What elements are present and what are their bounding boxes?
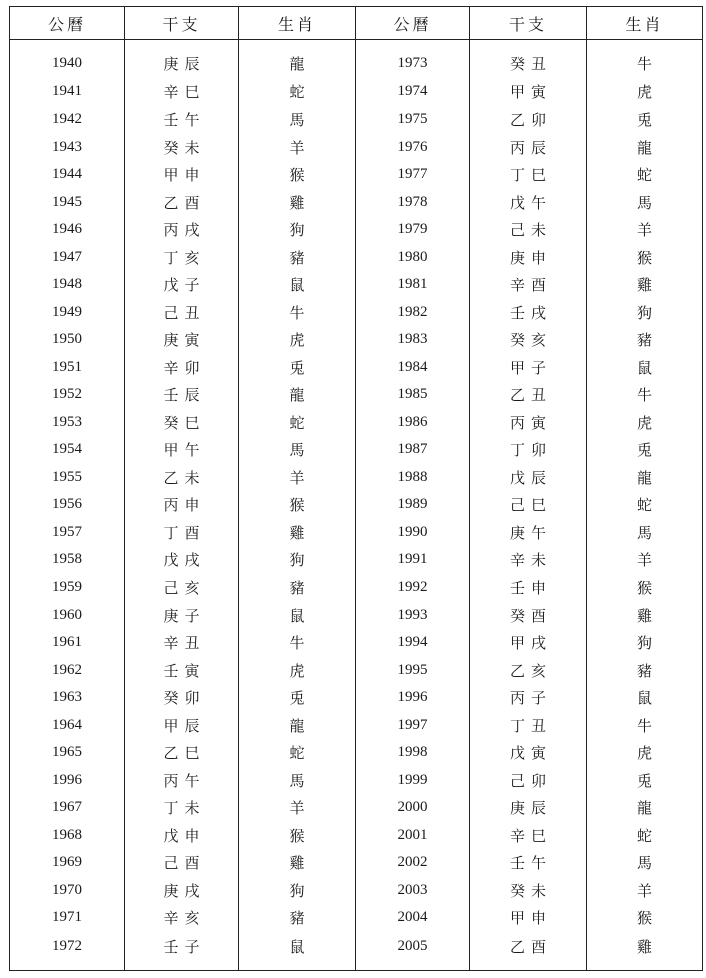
zodiac-right-cell: 兎	[636, 110, 652, 129]
zodiac-left-cell: 蛇	[239, 409, 356, 437]
ganzhi-left-cell: 丙午	[125, 766, 239, 794]
ganzhi-right-cell: 戊午	[470, 188, 587, 216]
zodiac-left-cell: 羊	[239, 133, 356, 161]
zodiac-left-cell: 鼠	[239, 601, 356, 629]
zodiac-right-cell: 雞	[636, 606, 652, 625]
table-row	[10, 298, 703, 326]
table-row	[10, 326, 703, 354]
table-row	[10, 353, 703, 381]
year-left-cell: 1944	[10, 161, 125, 189]
year-right-cell: 1992	[356, 574, 470, 602]
zodiac-right-cell: 龍	[636, 138, 652, 157]
ganzhi-right-cell: 丁卯	[470, 436, 587, 464]
year-left-cell: 1954	[10, 436, 125, 464]
ganzhi-right-cell: 丙辰	[470, 133, 587, 161]
ganzhi-right-cell: 乙丑	[470, 381, 587, 409]
year-right-cell: 1989	[356, 491, 470, 519]
zodiac-left-cell: 豬	[239, 243, 356, 271]
zodiac-left-cell: 豬	[239, 904, 356, 932]
zodiac-left-cell: 狗	[239, 546, 356, 574]
zodiac-right-cell: 狗	[636, 303, 652, 322]
table-row	[10, 629, 703, 657]
ganzhi-left-cell: 乙未	[125, 464, 239, 492]
year-right-cell: 1990	[356, 519, 470, 547]
ganzhi-left-cell: 甲午	[125, 436, 239, 464]
year-left-cell: 1970	[10, 877, 125, 905]
year-right-cell: 1975	[356, 106, 470, 134]
year-right-cell: 1982	[356, 298, 470, 326]
ganzhi-left-cell: 丁未	[125, 794, 239, 822]
year-left-cell: 1955	[10, 464, 125, 492]
ganzhi-left-cell: 庚寅	[125, 326, 239, 354]
zodiac-left-cell: 馬	[239, 436, 356, 464]
year-right-cell: 1986	[356, 409, 470, 437]
zodiac-right-cell: 兎	[636, 771, 652, 790]
zodiac-right-cell: 豬	[636, 661, 652, 680]
table-row	[10, 464, 703, 492]
ganzhi-right-cell: 癸未	[470, 877, 587, 905]
ganzhi-left-cell: 己丑	[125, 298, 239, 326]
zodiac-left-cell: 蛇	[239, 78, 356, 106]
ganzhi-left-cell: 己酉	[125, 849, 239, 877]
ganzhi-right-cell: 甲申	[470, 904, 587, 932]
zodiac-right-cell: 蛇	[636, 166, 652, 185]
ganzhi-left-cell: 甲申	[125, 161, 239, 189]
zodiac-left-cell: 豬	[239, 574, 356, 602]
zodiac-right-cell: 龍	[636, 799, 652, 818]
ganzhi-left-cell: 戊戌	[125, 546, 239, 574]
year-left-cell: 1958	[10, 546, 125, 574]
table-row	[10, 794, 703, 822]
zodiac-left-cell: 龍	[239, 381, 356, 409]
zodiac-left-cell: 兎	[239, 353, 356, 381]
table-row	[10, 106, 703, 134]
ganzhi-left-cell: 甲辰	[125, 711, 239, 739]
zodiac-left-cell: 馬	[239, 766, 356, 794]
zodiac-year-table	[9, 6, 703, 971]
year-right-cell: 1998	[356, 739, 470, 767]
zodiac-left-cell: 雞	[239, 519, 356, 547]
ganzhi-left-cell: 辛巳	[125, 78, 239, 106]
year-left-cell: 1940	[10, 40, 125, 79]
year-right-cell: 1995	[356, 656, 470, 684]
year-right-cell: 2000	[356, 794, 470, 822]
zodiac-right-cell: 雞	[636, 938, 652, 957]
zodiac-right-cell: 豬	[636, 331, 652, 350]
year-right-cell: 2001	[356, 822, 470, 850]
year-right-cell: 1999	[356, 766, 470, 794]
table-row	[10, 822, 703, 850]
ganzhi-right-cell: 癸丑	[470, 40, 587, 79]
zodiac-right-cell: 猴	[636, 579, 652, 597]
table-row	[10, 739, 703, 767]
zodiac-right-cell: 牛	[636, 716, 652, 735]
table-row	[10, 546, 703, 574]
year-left-cell: 1996	[10, 766, 125, 794]
ganzhi-right-cell: 乙亥	[470, 656, 587, 684]
year-right-cell: 1977	[356, 161, 470, 189]
year-left-cell: 1950	[10, 326, 125, 354]
ganzhi-left-cell: 戊申	[125, 822, 239, 850]
zodiac-left-cell: 雞	[239, 188, 356, 216]
ganzhi-right-cell: 戊寅	[470, 739, 587, 767]
header-ganzhi-right: 干支	[470, 7, 587, 40]
year-right-cell: 1988	[356, 464, 470, 492]
ganzhi-right-cell: 乙酉	[470, 932, 587, 971]
year-right-cell: 1974	[356, 78, 470, 106]
ganzhi-right-cell: 丙寅	[470, 409, 587, 437]
year-right-cell: 2004	[356, 904, 470, 932]
ganzhi-right-cell: 庚午	[470, 519, 587, 547]
zodiac-right-cell: 蛇	[636, 826, 652, 845]
zodiac-right-cell: 牛	[636, 386, 652, 405]
ganzhi-right-cell: 戊辰	[470, 464, 587, 492]
ganzhi-right-cell: 丁巳	[470, 161, 587, 189]
year-left-cell: 1943	[10, 133, 125, 161]
zodiac-right-cell: 雞	[636, 276, 652, 295]
ganzhi-left-cell: 癸卯	[125, 684, 239, 712]
year-left-cell: 1960	[10, 601, 125, 629]
ganzhi-left-cell: 癸未	[125, 133, 239, 161]
ganzhi-right-cell: 己卯	[470, 766, 587, 794]
year-right-cell: 1984	[356, 353, 470, 381]
table-row	[10, 766, 703, 794]
table-row	[10, 601, 703, 629]
header-zodiac-left: 生肖	[239, 7, 356, 40]
ganzhi-left-cell: 丙戌	[125, 216, 239, 244]
ganzhi-left-cell: 丁酉	[125, 519, 239, 547]
zodiac-right-cell: 鼠	[636, 358, 652, 377]
table-header	[10, 7, 703, 40]
year-left-cell: 1972	[10, 932, 125, 971]
zodiac-right-cell: 兎	[636, 441, 652, 460]
ganzhi-right-cell: 辛酉	[470, 271, 587, 299]
ganzhi-left-cell: 庚辰	[125, 40, 239, 79]
zodiac-right-cell: 猴	[636, 248, 652, 267]
ganzhi-right-cell: 丁丑	[470, 711, 587, 739]
zodiac-left-cell: 虎	[239, 656, 356, 684]
year-left-cell: 1971	[10, 904, 125, 932]
ganzhi-left-cell: 庚子	[125, 601, 239, 629]
zodiac-year-table-container	[9, 6, 702, 971]
year-left-cell: 1948	[10, 271, 125, 299]
year-left-cell: 1959	[10, 574, 125, 602]
ganzhi-left-cell: 丙申	[125, 491, 239, 519]
year-left-cell: 1961	[10, 629, 125, 657]
table-body	[10, 40, 703, 971]
ganzhi-left-cell: 戊子	[125, 271, 239, 299]
zodiac-left-cell: 虎	[239, 326, 356, 354]
year-right-cell: 1981	[356, 271, 470, 299]
table-row	[10, 216, 703, 244]
table-row	[10, 932, 703, 971]
table-row	[10, 78, 703, 106]
year-right-cell: 1983	[356, 326, 470, 354]
table-row	[10, 877, 703, 905]
year-right-cell: 1979	[356, 216, 470, 244]
ganzhi-right-cell: 辛未	[470, 546, 587, 574]
year-left-cell: 1949	[10, 298, 125, 326]
year-right-cell: 1976	[356, 133, 470, 161]
year-left-cell: 1968	[10, 822, 125, 850]
year-left-cell: 1962	[10, 656, 125, 684]
zodiac-right-cell: 虎	[636, 744, 652, 763]
table-row	[10, 849, 703, 877]
table-row	[10, 409, 703, 437]
ganzhi-left-cell: 乙酉	[125, 188, 239, 216]
year-right-cell: 2002	[356, 849, 470, 877]
year-left-cell: 1942	[10, 106, 125, 134]
ganzhi-left-cell: 癸巳	[125, 409, 239, 437]
table-row	[10, 188, 703, 216]
year-left-cell: 1952	[10, 381, 125, 409]
table-row	[10, 656, 703, 684]
header-year-left: 公曆	[10, 7, 125, 40]
year-left-cell: 1956	[10, 491, 125, 519]
ganzhi-right-cell: 癸亥	[470, 326, 587, 354]
year-right-cell: 2005	[356, 932, 470, 971]
zodiac-right-cell: 羊	[636, 221, 652, 240]
zodiac-right-cell: 虎	[636, 413, 652, 432]
ganzhi-left-cell: 己亥	[125, 574, 239, 602]
ganzhi-right-cell: 癸酉	[470, 601, 587, 629]
year-left-cell: 1957	[10, 519, 125, 547]
year-right-cell: 2003	[356, 877, 470, 905]
year-right-cell: 1985	[356, 381, 470, 409]
table-row	[10, 491, 703, 519]
ganzhi-left-cell: 辛卯	[125, 353, 239, 381]
year-right-cell: 1980	[356, 243, 470, 271]
table-row	[10, 133, 703, 161]
year-left-cell: 1941	[10, 78, 125, 106]
year-left-cell: 1967	[10, 794, 125, 822]
ganzhi-right-cell: 乙卯	[470, 106, 587, 134]
year-right-cell: 1993	[356, 601, 470, 629]
zodiac-right-cell: 龍	[636, 468, 652, 487]
zodiac-left-cell: 牛	[239, 298, 356, 326]
year-right-cell: 1973	[356, 40, 470, 79]
zodiac-left-cell: 馬	[239, 106, 356, 134]
year-left-cell: 1953	[10, 409, 125, 437]
year-left-cell: 1945	[10, 188, 125, 216]
year-right-cell: 1996	[356, 684, 470, 712]
ganzhi-right-cell: 甲子	[470, 353, 587, 381]
zodiac-right-cell: 羊	[636, 881, 652, 900]
table-row	[10, 436, 703, 464]
ganzhi-right-cell: 庚申	[470, 243, 587, 271]
zodiac-right-cell: 牛	[636, 54, 652, 73]
zodiac-left-cell: 狗	[239, 216, 356, 244]
table-row	[10, 381, 703, 409]
ganzhi-left-cell: 壬午	[125, 106, 239, 134]
ganzhi-left-cell: 壬辰	[125, 381, 239, 409]
ganzhi-right-cell: 己巳	[470, 491, 587, 519]
year-left-cell: 1965	[10, 739, 125, 767]
table-row	[10, 574, 703, 602]
table-row	[10, 243, 703, 271]
zodiac-left-cell: 兎	[239, 684, 356, 712]
zodiac-right-cell: 鼠	[636, 689, 652, 708]
year-right-cell: 1978	[356, 188, 470, 216]
zodiac-left-cell: 猴	[239, 822, 356, 850]
zodiac-left-cell: 鼠	[239, 271, 356, 299]
zodiac-right-cell: 馬	[636, 193, 652, 212]
year-right-cell: 1994	[356, 629, 470, 657]
header-zodiac-right: 生肖	[587, 7, 703, 40]
zodiac-left-cell: 龍	[239, 40, 356, 79]
zodiac-right-cell: 猴	[636, 909, 652, 928]
year-right-cell: 1991	[356, 546, 470, 574]
ganzhi-right-cell: 壬戌	[470, 298, 587, 326]
table-row	[10, 271, 703, 299]
zodiac-right-cell: 羊	[636, 551, 652, 570]
year-left-cell: 1946	[10, 216, 125, 244]
ganzhi-right-cell: 甲戌	[470, 629, 587, 657]
ganzhi-right-cell: 壬申	[470, 574, 587, 602]
table-row	[10, 684, 703, 712]
table-row	[10, 711, 703, 739]
header-row	[10, 7, 703, 40]
ganzhi-right-cell: 庚辰	[470, 794, 587, 822]
zodiac-left-cell: 羊	[239, 464, 356, 492]
ganzhi-right-cell: 壬午	[470, 849, 587, 877]
year-left-cell: 1964	[10, 711, 125, 739]
zodiac-left-cell: 羊	[239, 794, 356, 822]
zodiac-right-cell: 馬	[636, 854, 652, 873]
table-row	[10, 519, 703, 547]
table-row	[10, 904, 703, 932]
year-left-cell: 1969	[10, 849, 125, 877]
year-right-cell: 1987	[356, 436, 470, 464]
zodiac-right-cell: 虎	[636, 83, 652, 102]
ganzhi-right-cell: 丙子	[470, 684, 587, 712]
ganzhi-left-cell: 乙巳	[125, 739, 239, 767]
ganzhi-left-cell: 丁亥	[125, 243, 239, 271]
ganzhi-left-cell: 庚戌	[125, 877, 239, 905]
zodiac-right-cell: 馬	[636, 523, 652, 542]
year-left-cell: 1947	[10, 243, 125, 271]
ganzhi-right-cell: 己未	[470, 216, 587, 244]
year-left-cell: 1951	[10, 353, 125, 381]
zodiac-left-cell: 蛇	[239, 739, 356, 767]
table-row	[10, 40, 703, 79]
zodiac-left-cell: 猴	[239, 491, 356, 519]
zodiac-left-cell: 龍	[239, 711, 356, 739]
zodiac-left-cell: 鼠	[239, 932, 356, 971]
header-year-right: 公曆	[356, 7, 470, 40]
zodiac-left-cell: 牛	[239, 629, 356, 657]
zodiac-left-cell: 猴	[239, 161, 356, 189]
ganzhi-right-cell: 辛巳	[470, 822, 587, 850]
table-row	[10, 161, 703, 189]
zodiac-right-cell: 蛇	[636, 496, 652, 515]
header-ganzhi-left: 干支	[125, 7, 239, 40]
year-right-cell: 1997	[356, 711, 470, 739]
ganzhi-left-cell: 壬寅	[125, 656, 239, 684]
zodiac-left-cell: 雞	[239, 849, 356, 877]
ganzhi-left-cell: 辛丑	[125, 629, 239, 657]
zodiac-left-cell: 狗	[239, 877, 356, 905]
ganzhi-left-cell: 壬子	[125, 932, 239, 971]
ganzhi-right-cell: 甲寅	[470, 78, 587, 106]
year-left-cell: 1963	[10, 684, 125, 712]
ganzhi-left-cell: 辛亥	[125, 904, 239, 932]
zodiac-right-cell: 狗	[636, 634, 652, 653]
